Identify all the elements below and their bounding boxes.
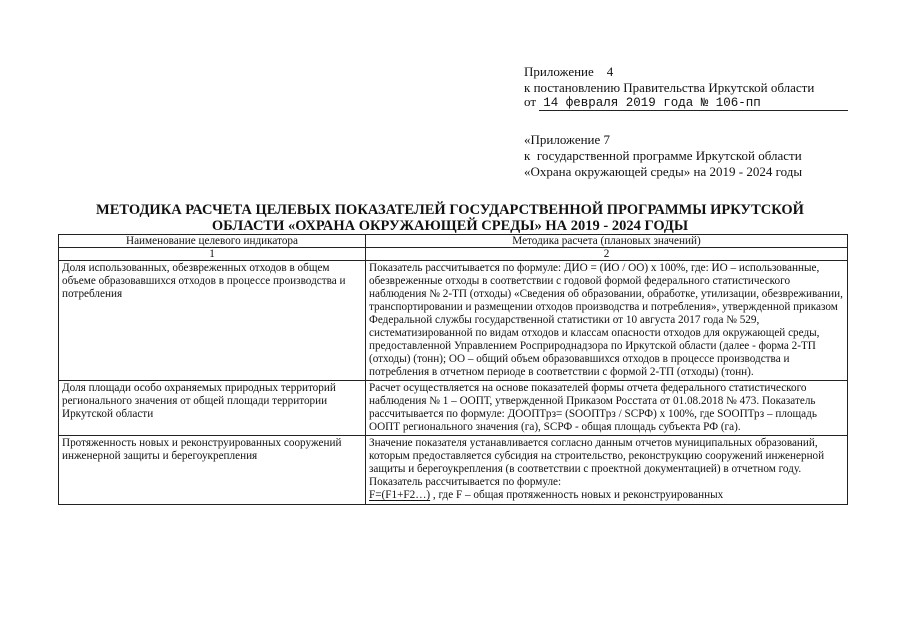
document-title: [60, 202, 840, 234]
table-header-row: [59, 235, 848, 248]
col-number-1: 1: [59, 248, 366, 261]
annex7-label: «Приложение 7: [524, 132, 611, 147]
decree-date: 14 февраля 2019 года № 106-пп: [539, 96, 848, 111]
method-formula: [369, 489, 844, 503]
title-line-2: ОБЛАСТИ «ОХРАНА ОКРУЖАЮЩЕЙ СРЕДЫ» НА 2019 - 2024 ГОДЫ: [211, 218, 689, 234]
decree-reference: к постановлению Правительства Иркутской области: [524, 80, 815, 95]
indicator-method: [366, 436, 848, 505]
table-row: [59, 381, 848, 436]
annex-label: Приложение 4: [524, 64, 614, 79]
date-prefix: от: [524, 94, 537, 109]
indicators-table: [58, 234, 848, 505]
indicator-name: Доля использованных, обезвреженных отходов в общем объеме образовавшихся отходов в процессе производства и потребления: [59, 261, 366, 381]
col-header-indicator: Наименование целевого индикатора: [59, 235, 366, 248]
method-text: Значение показателя устанавливается согласно данным отчетов муниципальных образований, которым предоставляется субсидия на строительство, реконструкцию сооружений инженерной защиты и берегоукрепления (в соответствии с проектной документацией) в отчетном году.: [369, 437, 825, 475]
title-line-1: МЕТОДИКА РАСЧЕТА ЦЕЛЕВЫХ ПОКАЗАТЕЛЕЙ ГОСУДАРСТВЕННОЙ ПРОГРАММЫ ИРКУТСКОЙ: [96, 202, 804, 218]
program-name: «Охрана окружающей среды» на 2019 - 2024 годы: [524, 164, 803, 179]
program-reference: к государственной программе Иркутской области: [524, 148, 802, 163]
indicator-name: Протяженность новых и реконструированных сооружений инженерной защиты и берегоукрепления: [59, 436, 366, 505]
table-row: [59, 261, 848, 381]
formula-expression: F=(F1+F2…): [369, 489, 431, 501]
indicator-name: Доля площади особо охраняемых природных территорий регионального значения от общей площади территории Иркутской области: [59, 381, 366, 436]
table-number-row: [59, 248, 848, 261]
indicator-method: Расчет осуществляется на основе показателей формы отчета федерального статистического наблюдения № 1 – ООПТ, утвержденной Приказом Росстата от 01.08.2018 № 473. Показатель рассчитывается по формуле: ДООПТрз= (SООПТрз / SCРФ) х 100%, где SООПТрз – площадь ООПТ регионального значения (га), SCРФ - общая площадь субъекта РФ (га).: [366, 381, 848, 436]
table-row: [59, 436, 848, 505]
method-formula-intro: Показатель рассчитывается по формуле:: [369, 476, 562, 488]
indicator-method: Показатель рассчитывается по формуле: ДИО = (ИО / ОО) х 100%, где: ИО – использованные, обезвреженные отходы в соответствии с годовой формой федерального статистического наблюдения № 2-ТП (отходы) «Сведения об образовании, обработке, утилизации, обезвреживании, транспортировании и размещении отходов производства и потребления», утвержденной приказом Федеральной службы государственной статистики от 10 августа 2017 года № 529, систематизированной по видам отходов и классам опасности отходов для окружающей среды, предоставленной Управлением Росприроднадзора по Иркутской области (далее - форма 2-ТП (отходы) (тонн); ОО – общий объем образовавшихся отходов в процессе производства и потребления в отчетном периоде в соответствии с формой 2-ТП (отходы) (тонн).: [366, 261, 848, 381]
formula-description: , где F – общая протяженность новых и реконструированных: [430, 489, 724, 501]
col-header-method: Методика расчета (плановых значений): [366, 235, 848, 248]
decree-date-line: [524, 94, 848, 111]
col-number-2: 2: [366, 248, 848, 261]
